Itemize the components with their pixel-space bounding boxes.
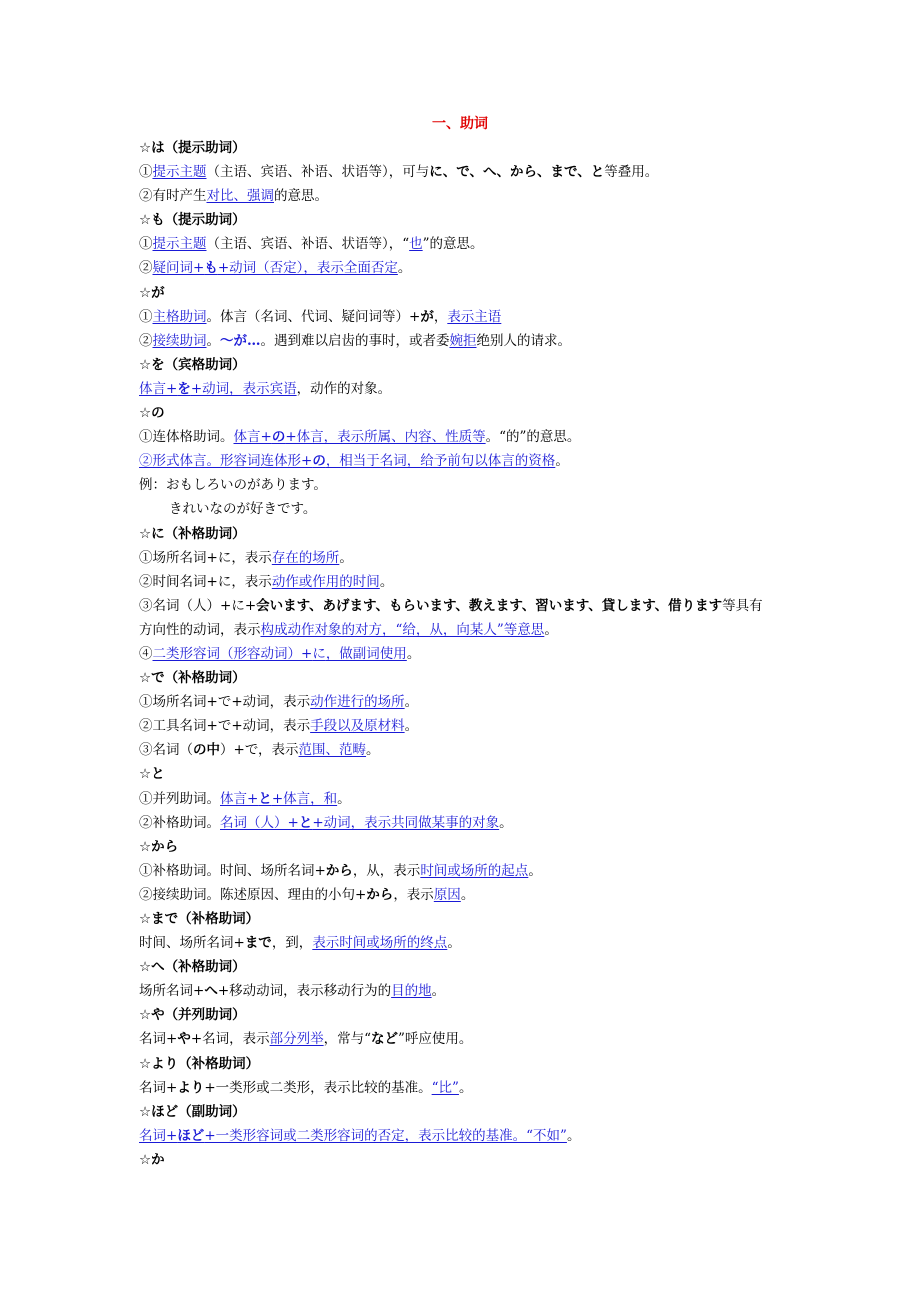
particle-text: ～が… bbox=[220, 332, 261, 349]
made-line-1 bbox=[139, 931, 799, 955]
particle-text: など bbox=[371, 1031, 399, 1048]
heading-wo: ☆を（宾格助词） bbox=[139, 356, 246, 373]
highlight-link: 二类形容词（形容动词）+ bbox=[152, 645, 313, 662]
ni-line-3 bbox=[139, 594, 799, 618]
text: 场所名词+ bbox=[139, 983, 205, 1000]
text: ，到， bbox=[271, 935, 313, 952]
text: ② bbox=[139, 332, 153, 349]
text: ③名词（人）+ bbox=[139, 597, 232, 614]
text: 。体言（名词、代词、疑问词等）+ bbox=[206, 308, 421, 325]
text: +名词，表示 bbox=[190, 1031, 270, 1048]
particle-text: で bbox=[217, 718, 232, 735]
text: ，表示 bbox=[231, 573, 272, 590]
text: 等叠用。 bbox=[604, 164, 659, 181]
text: ，表示 bbox=[231, 549, 272, 566]
particle-text: から bbox=[325, 862, 353, 879]
text: ，动作的对象。 bbox=[296, 380, 392, 397]
particle-text: に、で、へ、から、まで、と bbox=[429, 164, 605, 181]
kara-line-2 bbox=[139, 883, 799, 907]
text: ，从，表示 bbox=[352, 862, 421, 879]
text: ③名词（ bbox=[139, 742, 193, 759]
no-line-1 bbox=[139, 425, 799, 449]
highlight-link: 接续助词 bbox=[152, 332, 207, 349]
highlight-particle: の bbox=[312, 453, 326, 470]
text: ，常与“ bbox=[323, 1031, 372, 1048]
highlight-link: 部分列举 bbox=[269, 1031, 324, 1048]
text: ①场所名词+ bbox=[139, 549, 218, 566]
document-body bbox=[139, 136, 799, 1172]
text: 。 bbox=[431, 983, 446, 1000]
text: 的意思。 bbox=[274, 188, 328, 205]
highlight-link: 目的地 bbox=[391, 983, 432, 1000]
section-title: 一、助词 bbox=[432, 116, 488, 132]
highlight-link: 主格助词 bbox=[152, 308, 207, 325]
highlight-link: “比” bbox=[431, 1079, 459, 1096]
highlight-link: 提示主题 bbox=[152, 164, 207, 181]
text: 等具有 bbox=[722, 597, 763, 614]
highlight-link: 动作或作用的时间 bbox=[271, 573, 380, 590]
highlight-link: +体言，表示所属、内容、性质等 bbox=[285, 429, 486, 446]
heading-no: ☆の bbox=[139, 405, 165, 422]
highlight-link: +动词，表示宾语 bbox=[190, 380, 297, 397]
highlight-link: ，做副词使用 bbox=[325, 645, 407, 662]
highlight-link: 表示主语 bbox=[447, 308, 502, 325]
highlight-link: 名词+ bbox=[139, 1127, 178, 1144]
highlight-link: +动词（否定），表示全面否定 bbox=[217, 260, 398, 277]
highlight-link: 对比、强调 bbox=[206, 188, 274, 205]
particle-text: から bbox=[366, 886, 394, 903]
text: 。 bbox=[555, 453, 569, 470]
highlight-link: 时间或场所的起点 bbox=[420, 862, 529, 879]
no-line-2 bbox=[139, 449, 799, 473]
text: +移动动词，表示移动行为的 bbox=[217, 983, 392, 1000]
text: ，表示 bbox=[258, 742, 299, 759]
heading-ga: ☆が bbox=[139, 284, 165, 301]
highlight-particle: に bbox=[312, 645, 326, 662]
highlight-link: 范围、范畴 bbox=[298, 742, 367, 759]
he-line-1 bbox=[139, 979, 799, 1003]
text: 。 bbox=[379, 573, 394, 590]
mo-line-2 bbox=[139, 256, 799, 280]
highlight-particle: と bbox=[298, 814, 313, 831]
text: ）+ bbox=[220, 742, 245, 759]
highlight-link: +动词，表示共同做某事的对象 bbox=[312, 814, 500, 831]
highlight-link: 婉拒 bbox=[449, 332, 477, 349]
highlight-link: ② bbox=[139, 453, 153, 470]
text: + bbox=[244, 597, 257, 614]
de-line-1 bbox=[139, 690, 799, 714]
text: ④ bbox=[139, 645, 153, 662]
text: （主语、宾语、补语、状语等），“ bbox=[206, 236, 410, 253]
highlight-link: 形式体言。形容词连体形+ bbox=[152, 453, 313, 470]
particle-text: より bbox=[177, 1079, 205, 1096]
text: ②补格助词。 bbox=[139, 814, 220, 831]
text: 。 bbox=[339, 549, 353, 566]
particle-text: の中 bbox=[193, 742, 220, 759]
particle-text: に bbox=[231, 597, 245, 614]
text: ② bbox=[139, 260, 153, 277]
text: ②接续助词。陈述原因、理由的小句+ bbox=[139, 886, 367, 903]
ga-line-1 bbox=[139, 305, 799, 329]
ni-line-1 bbox=[139, 546, 799, 570]
highlight-link: 动作进行的场所 bbox=[310, 694, 405, 711]
highlight-particle: ほど bbox=[177, 1127, 205, 1144]
no-example-1 bbox=[139, 473, 799, 497]
mo-line-1 bbox=[139, 232, 799, 256]
text: ①场所名词+ bbox=[139, 694, 218, 711]
to-line-1 bbox=[139, 787, 799, 811]
text: ②工具名词+ bbox=[139, 718, 218, 735]
ni-line-4 bbox=[139, 642, 799, 666]
text: 。 bbox=[460, 886, 475, 903]
de-line-2 bbox=[139, 714, 799, 738]
particle-text: に bbox=[217, 549, 232, 566]
de-line-3 bbox=[139, 738, 799, 762]
heading-to: ☆と bbox=[139, 766, 165, 783]
text: +一类形或二类形，表示比较的基准。 bbox=[204, 1079, 432, 1096]
text: 。 bbox=[366, 742, 380, 759]
ga-line-2 bbox=[139, 329, 799, 353]
text: 。 bbox=[406, 645, 421, 662]
particle-text: へ bbox=[204, 983, 218, 1000]
heading-ha: ☆は（提示助词） bbox=[139, 140, 246, 156]
highlight-link: 存在的场所 bbox=[271, 549, 340, 566]
text: 。 bbox=[447, 935, 461, 952]
particle-text: まで bbox=[244, 935, 272, 952]
text: ②有时产生 bbox=[139, 188, 207, 205]
text: （主语、宾语、补语、状语等），可与 bbox=[206, 164, 430, 181]
highlight-link: ，相当于名词，给予前句以体言的资格 bbox=[325, 453, 556, 470]
text: ②时间名词+ bbox=[139, 573, 218, 590]
heading-ni: ☆に（补格助词） bbox=[139, 525, 246, 542]
text: 。 bbox=[206, 332, 220, 349]
text: ①并列助词。 bbox=[139, 790, 220, 807]
hodo-line-1 bbox=[139, 1124, 799, 1148]
heading-kara: ☆から bbox=[139, 838, 179, 855]
ni-line-3-cont bbox=[139, 618, 799, 642]
text: 。 bbox=[337, 790, 351, 807]
highlight-link: 原因 bbox=[433, 886, 461, 903]
to-line-2 bbox=[139, 811, 799, 835]
highlight-link: 提示主题 bbox=[152, 236, 207, 253]
text: 。 bbox=[499, 814, 513, 831]
ha-line-1 bbox=[139, 160, 799, 184]
heading-ya: ☆や（并列助词） bbox=[139, 1007, 246, 1024]
yori-line-1 bbox=[139, 1076, 799, 1100]
particle-text: で bbox=[244, 742, 259, 759]
text: 名词+ bbox=[139, 1079, 178, 1096]
highlight-particle: の bbox=[271, 429, 286, 446]
highlight-link: 名词（人）+ bbox=[220, 814, 299, 831]
heading-yori: ☆より（补格助词） bbox=[139, 1055, 260, 1072]
heading-he: ☆へ（补格助词） bbox=[139, 959, 246, 976]
text: ，表示 bbox=[393, 886, 434, 903]
text: 时间、场所名词+ bbox=[139, 935, 245, 952]
text: 例： bbox=[139, 477, 166, 494]
highlight-link: +体言，和 bbox=[271, 790, 338, 807]
ni-line-2 bbox=[139, 570, 799, 594]
text: 方向性的动词，表示 bbox=[139, 621, 261, 638]
heading-de: ☆で（补格助词） bbox=[139, 670, 246, 687]
heading-mo: ☆も（提示助词） bbox=[139, 212, 246, 229]
text: +动词，表示 bbox=[231, 718, 311, 735]
highlight-particle: も bbox=[204, 260, 218, 277]
ha-line-2 bbox=[139, 184, 799, 208]
heading-ka: ☆か bbox=[139, 1151, 165, 1168]
text: 名词+ bbox=[139, 1031, 178, 1048]
highlight-link: 体言+ bbox=[233, 429, 272, 446]
heading-hodo: ☆ほど（副助词） bbox=[139, 1103, 246, 1120]
text: ① bbox=[139, 308, 153, 325]
text: ①补格助词。时间、场所名词+ bbox=[139, 862, 326, 879]
highlight-link: 疑问词+ bbox=[152, 260, 205, 277]
highlight-link: 表示时间或场所的终点 bbox=[312, 935, 448, 952]
particle-text: で bbox=[217, 694, 232, 711]
text: 绝别人的请求。 bbox=[476, 332, 571, 349]
highlight-link: 体言+ bbox=[139, 380, 178, 397]
text: ”的意思。 bbox=[422, 236, 484, 253]
particle-text: に bbox=[217, 573, 232, 590]
text: ”呼应使用。 bbox=[398, 1031, 473, 1048]
highlight-particle: を bbox=[177, 380, 191, 397]
text: 。 bbox=[458, 1079, 473, 1096]
text: ① bbox=[139, 236, 153, 253]
particle-text: や bbox=[177, 1031, 191, 1048]
text: +动词，表示 bbox=[231, 694, 311, 711]
highlight-link: +一类形容词或二类形容词的否定，表示比较的基准。“不如” bbox=[204, 1127, 567, 1144]
text: 。 bbox=[397, 260, 412, 277]
heading-made: ☆まで（补格助词） bbox=[139, 911, 260, 927]
text: 。 bbox=[566, 1127, 581, 1144]
highlight-particle: と bbox=[258, 790, 272, 807]
no-example-2: きれいなのが好きです。 bbox=[169, 501, 317, 518]
text: 。遇到难以启齿的事时，或者委 bbox=[260, 332, 450, 349]
highlight-link: 构成动作对象的对方，“给，从，向某人”等意思 bbox=[260, 621, 545, 638]
highlight-link: 体言+ bbox=[220, 790, 259, 807]
text: 。 bbox=[404, 718, 419, 735]
verb-list: 会います、あげます、もらいます、教えます、習います、貸します、借ります bbox=[256, 597, 723, 614]
kara-line-1 bbox=[139, 859, 799, 883]
highlight-link: 手段以及原材料 bbox=[310, 718, 405, 735]
text: ① bbox=[139, 164, 153, 181]
text: ， bbox=[433, 308, 448, 325]
example-sentence: おもしろいのがあります。 bbox=[166, 477, 327, 494]
text: 。 bbox=[404, 694, 419, 711]
highlight-link: 也 bbox=[409, 236, 423, 253]
wo-line-1 bbox=[139, 377, 799, 401]
text: ①连体格助词。 bbox=[139, 429, 234, 446]
text: 。 bbox=[528, 862, 542, 879]
text: 。 bbox=[544, 621, 558, 638]
particle-text: が bbox=[420, 308, 434, 325]
ya-line-1 bbox=[139, 1027, 799, 1051]
text: 。“的”的意思。 bbox=[485, 429, 581, 446]
